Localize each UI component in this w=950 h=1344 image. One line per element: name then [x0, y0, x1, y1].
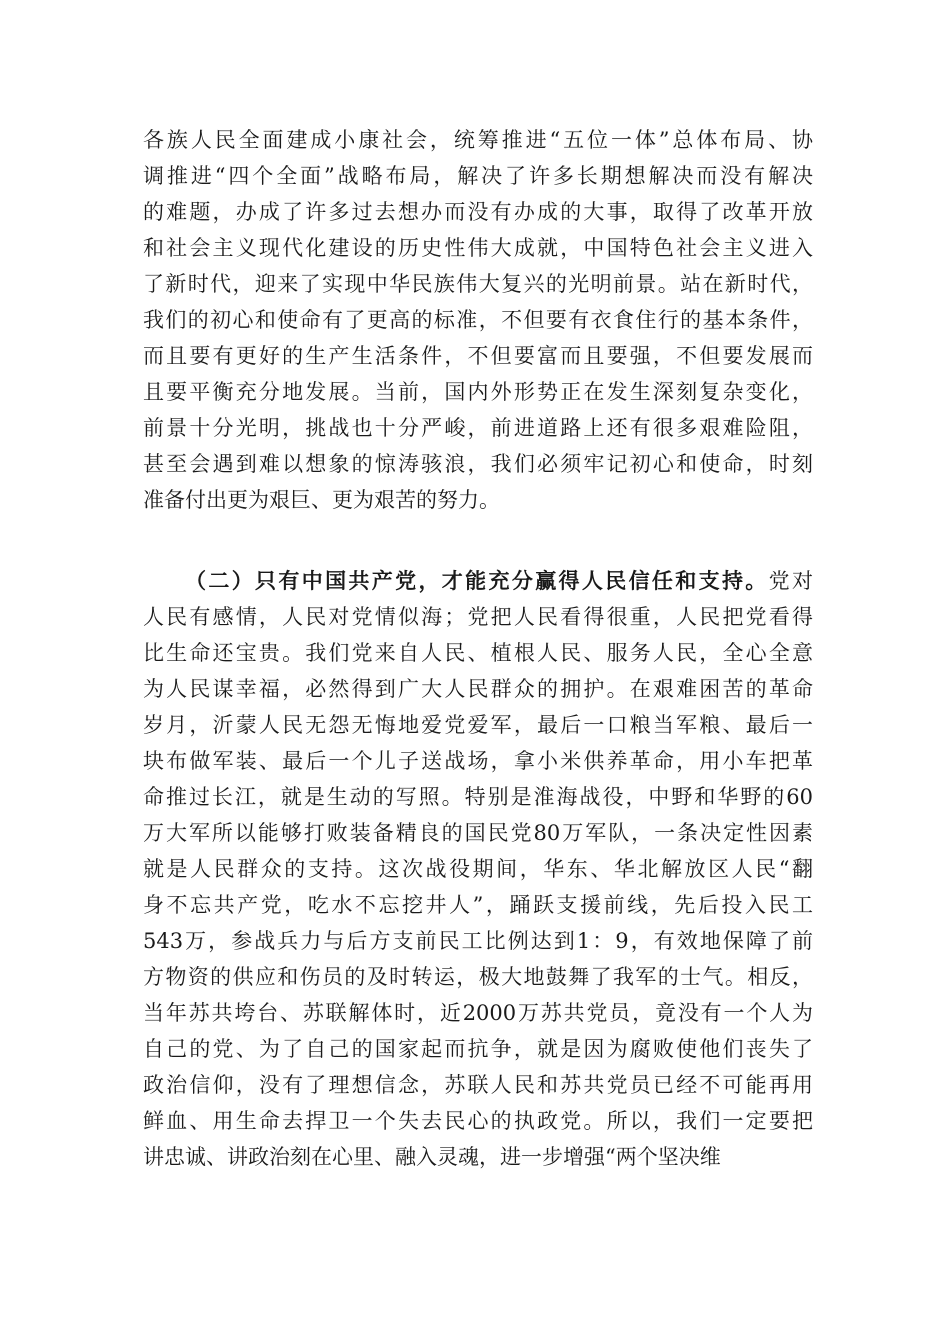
text-line: 调推进“四个全面”战略布局，解决了许多长期想解决而没有解决 [143, 164, 813, 188]
text-line: 万大军所以能够打败装备精良的国民党80万军队，一条决定性因素 [143, 821, 813, 845]
text-line: 块布做军装、最后一个儿子送战场，拿小米供养革命，用小车把革 [143, 749, 813, 773]
text-line: 各族人民全面建成小康社会，统筹推进“五位一体”总体布局、协 [143, 128, 813, 152]
text-line: 方物资的供应和伤员的及时转运，极大地鼓舞了我军的士气。相反， [143, 965, 813, 989]
text-line: 比生命还宝贵。我们党来自人民、植根人民、服务人民，全心全意 [143, 641, 813, 665]
paragraph-2 [143, 563, 813, 1175]
text-line: 而且要有更好的生产生活条件，不但要富而且要强，不但要发展而 [143, 344, 813, 368]
text-line: 身不忘共产党，吃水不忘挖井人”，踊跃支援前线，先后投入民工 [143, 893, 813, 917]
text-line: 准备付出更为艰巨、更为艰苦的努力。 [143, 488, 500, 512]
text-line: 和社会主义现代化建设的历史性伟大成就，中国特色社会主义进入 [143, 236, 813, 260]
text-line: 自己的党、为了自己的国家起而抗争，就是因为腐败使他们丧失了 [143, 1037, 813, 1061]
text-line: 讲忠诚、讲政治刻在心里、融入灵魂，进一步增强“两个坚决维 [143, 1145, 721, 1169]
first-line-rest: 党对 [768, 569, 814, 593]
text-line: 为人民谋幸福，必然得到广大人民群众的拥护。在艰难困苦的革命 [143, 677, 813, 701]
text-line: 当年苏共垮台、苏联解体时，近2000万苏共党员，竟没有一个人为 [143, 1001, 813, 1025]
text-line: 了新时代，迎来了实现中华民族伟大复兴的光明前景。站在新时代， [143, 272, 813, 296]
text-line: 前景十分光明，挑战也十分严峻，前进道路上还有很多艰难险阻， [143, 416, 813, 440]
text-line: 人民有感情，人民对党情似海；党把人民看得很重，人民把党看得 [143, 605, 813, 629]
text-line: 岁月，沂蒙人民无怨无悔地爱党爱军，最后一口粮当军粮、最后一 [143, 713, 813, 737]
section-heading: （二）只有中国共产党，才能充分赢得人民信任和支持。 [185, 568, 769, 593]
paragraph-1 [143, 122, 813, 518]
text-line: 且要平衡充分地发展。当前，国内外形势正在发生深刻复杂变化， [143, 380, 813, 404]
text-line: 的难题，办成了许多过去想办而没有办成的大事，取得了改革开放 [143, 200, 813, 224]
text-line: 543万，参战兵力与后方支前民工比例达到1：9，有效地保障了前 [143, 929, 813, 953]
text-line: 鲜血、用生命去捍卫一个失去民心的执政党。所以，我们一定要把 [143, 1109, 813, 1133]
text-line: 甚至会遇到难以想象的惊涛骇浪，我们必须牢记初心和使命，时刻 [143, 452, 813, 476]
text-line: 政治信仰，没有了理想信念，苏联人民和苏共党员已经不可能再用 [143, 1073, 813, 1097]
text-line: 就是人民群众的支持。这次战役期间，华东、华北解放区人民“翻 [143, 857, 813, 881]
text-line: 我们的初心和使命有了更高的标准，不但要有衣食住行的基本条件， [143, 308, 813, 332]
text-line: 命推过长江，就是生动的写照。特别是淮海战役，中野和华野的60 [143, 785, 813, 809]
first-line [143, 563, 813, 599]
